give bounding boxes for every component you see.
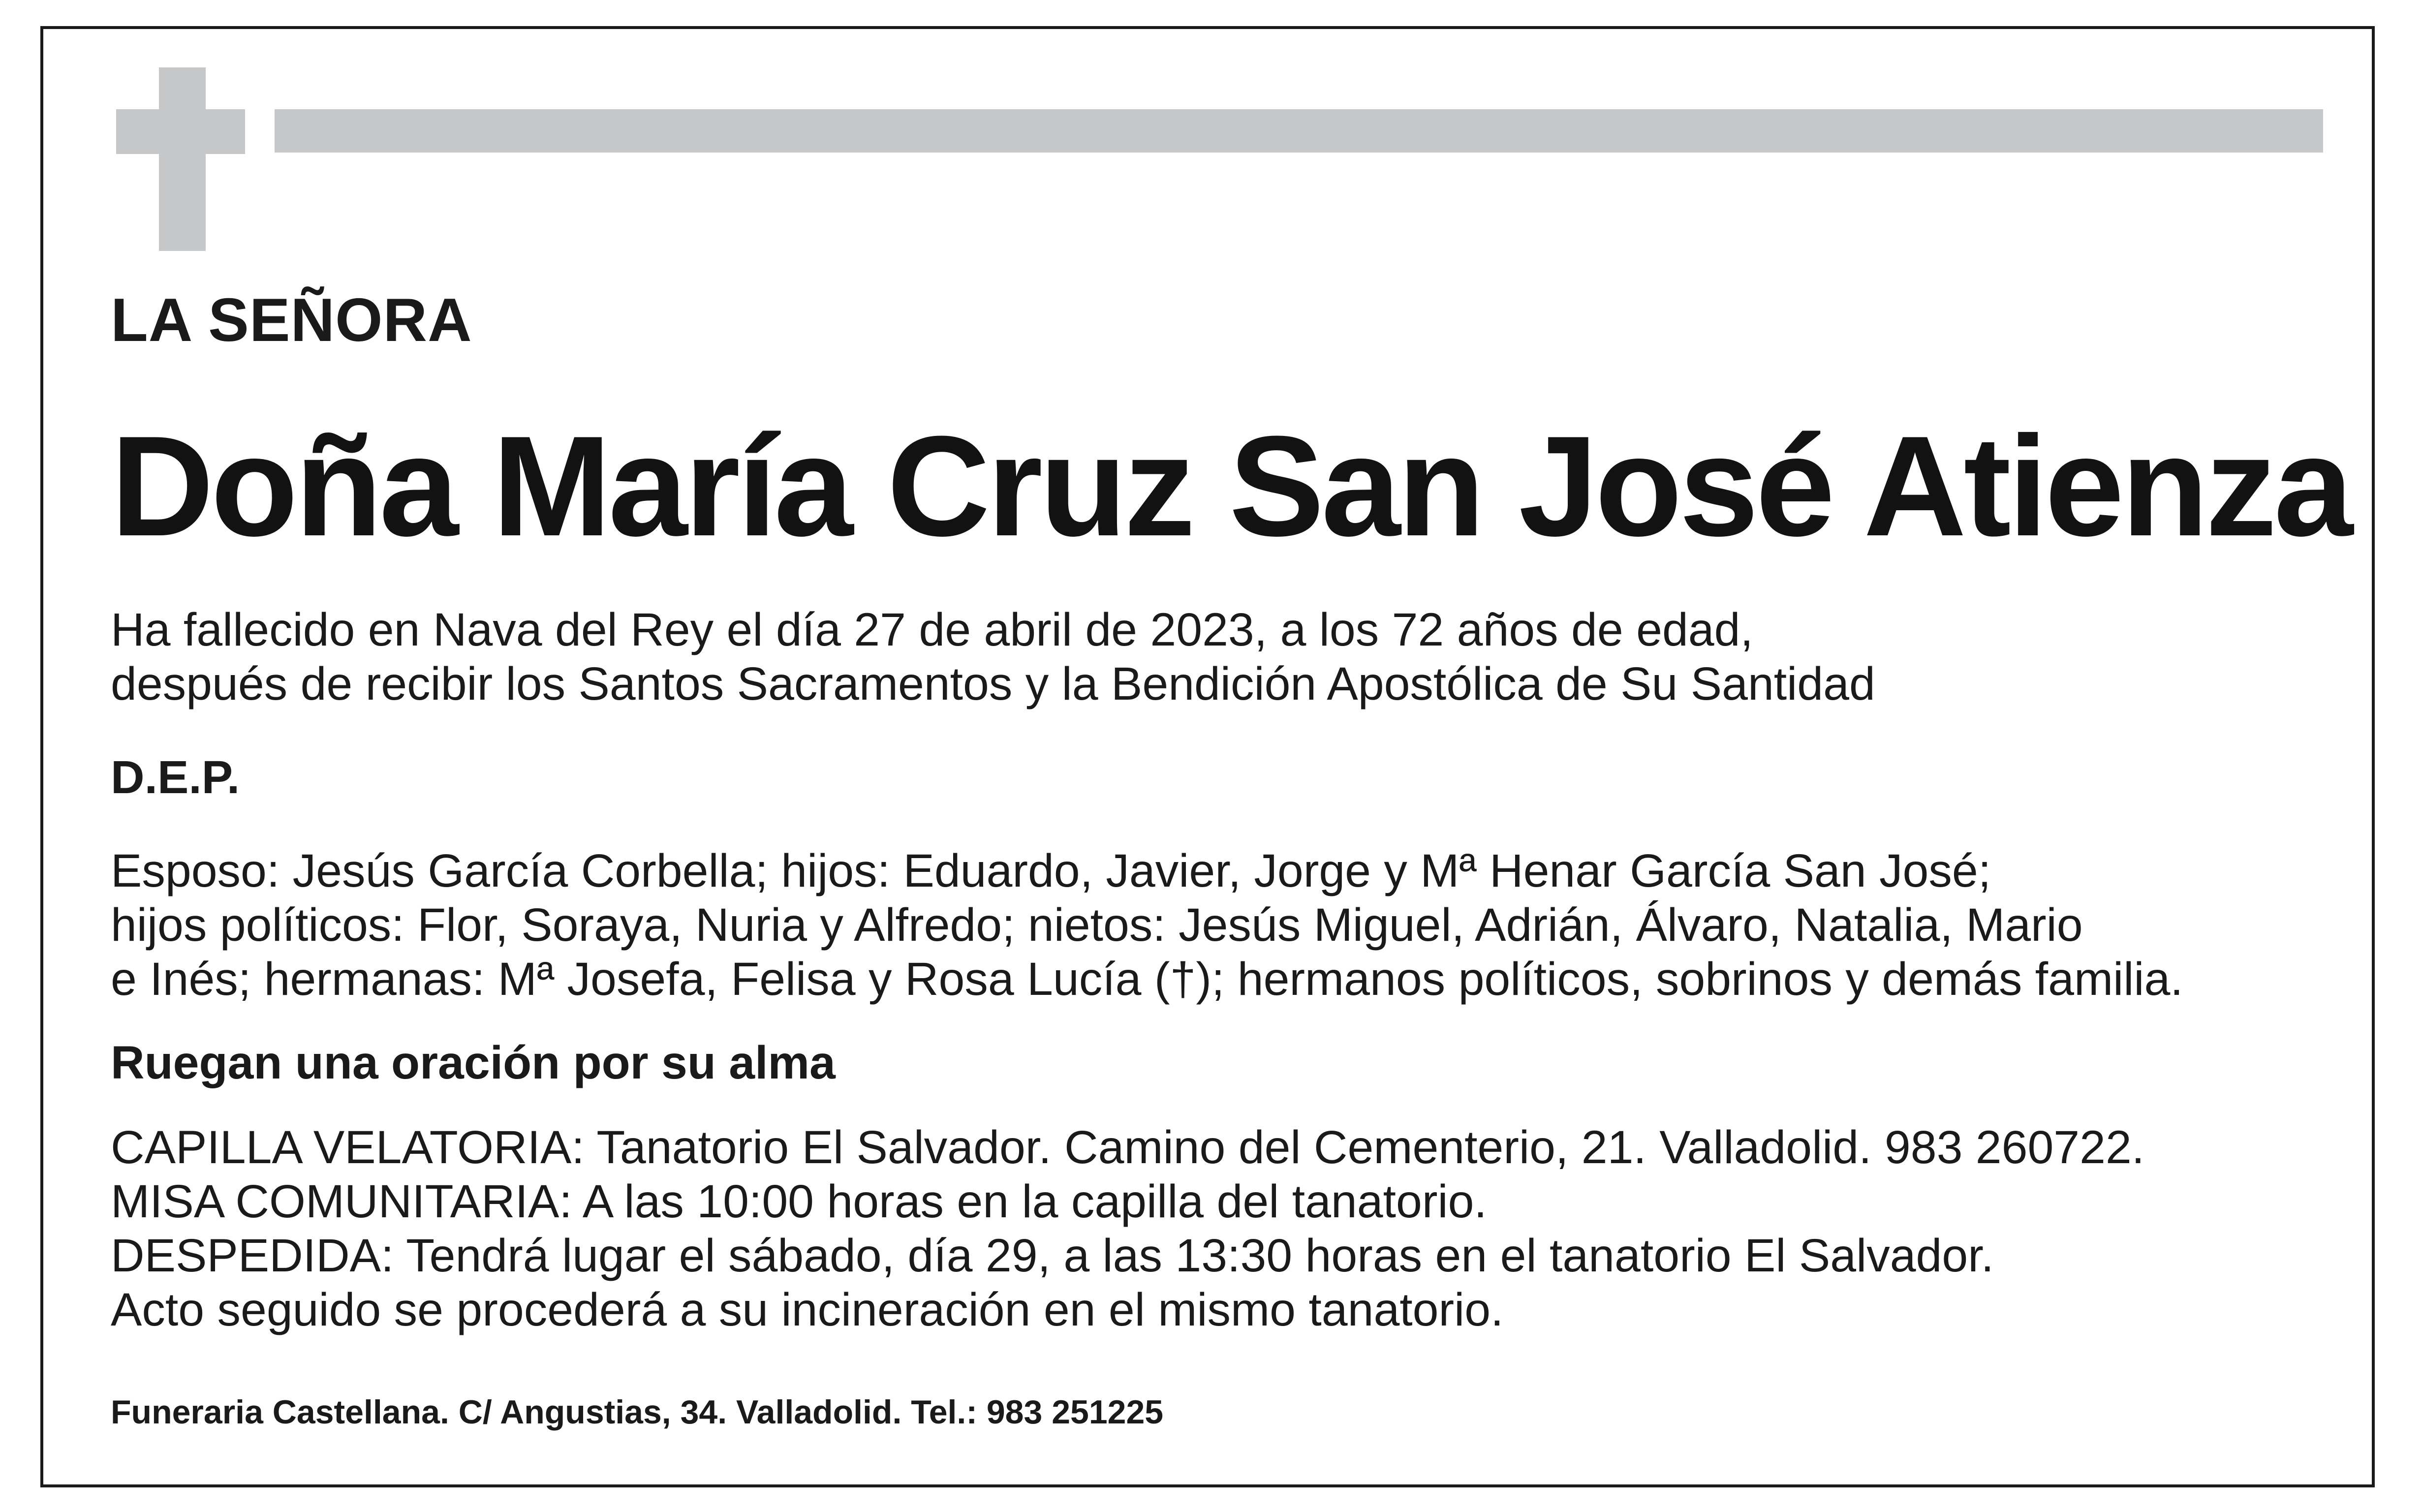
service-line: DESPEDIDA: Tendrá lugar el sábado, día 29, a las 13:30 horas en el tanatorio El Salvador. bbox=[111, 1230, 1994, 1282]
dep-label: D.E.P. bbox=[111, 751, 240, 803]
service-line: MISA COMUNITARIA: A las 10:00 horas en la capilla del tanatorio. bbox=[111, 1175, 1487, 1228]
service-line: Acto seguido se procederá a su incineración en el mismo tanatorio. bbox=[111, 1284, 1504, 1336]
honorific-title: LA SEÑORA bbox=[111, 286, 472, 354]
cross-icon-horizontal bbox=[116, 109, 245, 154]
header-bar bbox=[275, 109, 2323, 153]
announcement-line: Ha fallecido en Nava del Rey el día 27 de abril de 2023, a los 72 años de edad, bbox=[111, 604, 1753, 656]
family-line: e Inés; hermanas: Mª Josefa, Felisa y Rosa Lucía (†); hermanos políticos, sobrinos y demás familia. bbox=[111, 953, 2183, 1005]
deceased-name: Doña María Cruz San José Atienza bbox=[111, 406, 2351, 566]
service-line: CAPILLA VELATORIA: Tanatorio El Salvador. Camino del Cementerio, 21. Valladolid. 983 260722. bbox=[111, 1121, 2145, 1173]
announcement-line: después de recibir los Santos Sacramentos y la Bendición Apostólica de Su Santidad bbox=[111, 658, 1875, 710]
family-line: hijos políticos: Flor, Soraya, Nuria y Alfredo; nietos: Jesús Miguel, Adrián, Álvaro, Natalia, Mario bbox=[111, 899, 2083, 951]
funeral-home-footer: Funeraria Castellana. C/ Angustias, 34. Valladolid. Tel.: 983 251225 bbox=[111, 1393, 1164, 1431]
cross-icon-vertical bbox=[159, 67, 206, 251]
family-line: Esposo: Jesús García Corbella; hijos: Eduardo, Javier, Jorge y Mª Henar García San José; bbox=[111, 845, 1991, 897]
prayer-request: Ruegan una oración por su alma bbox=[111, 1037, 836, 1089]
